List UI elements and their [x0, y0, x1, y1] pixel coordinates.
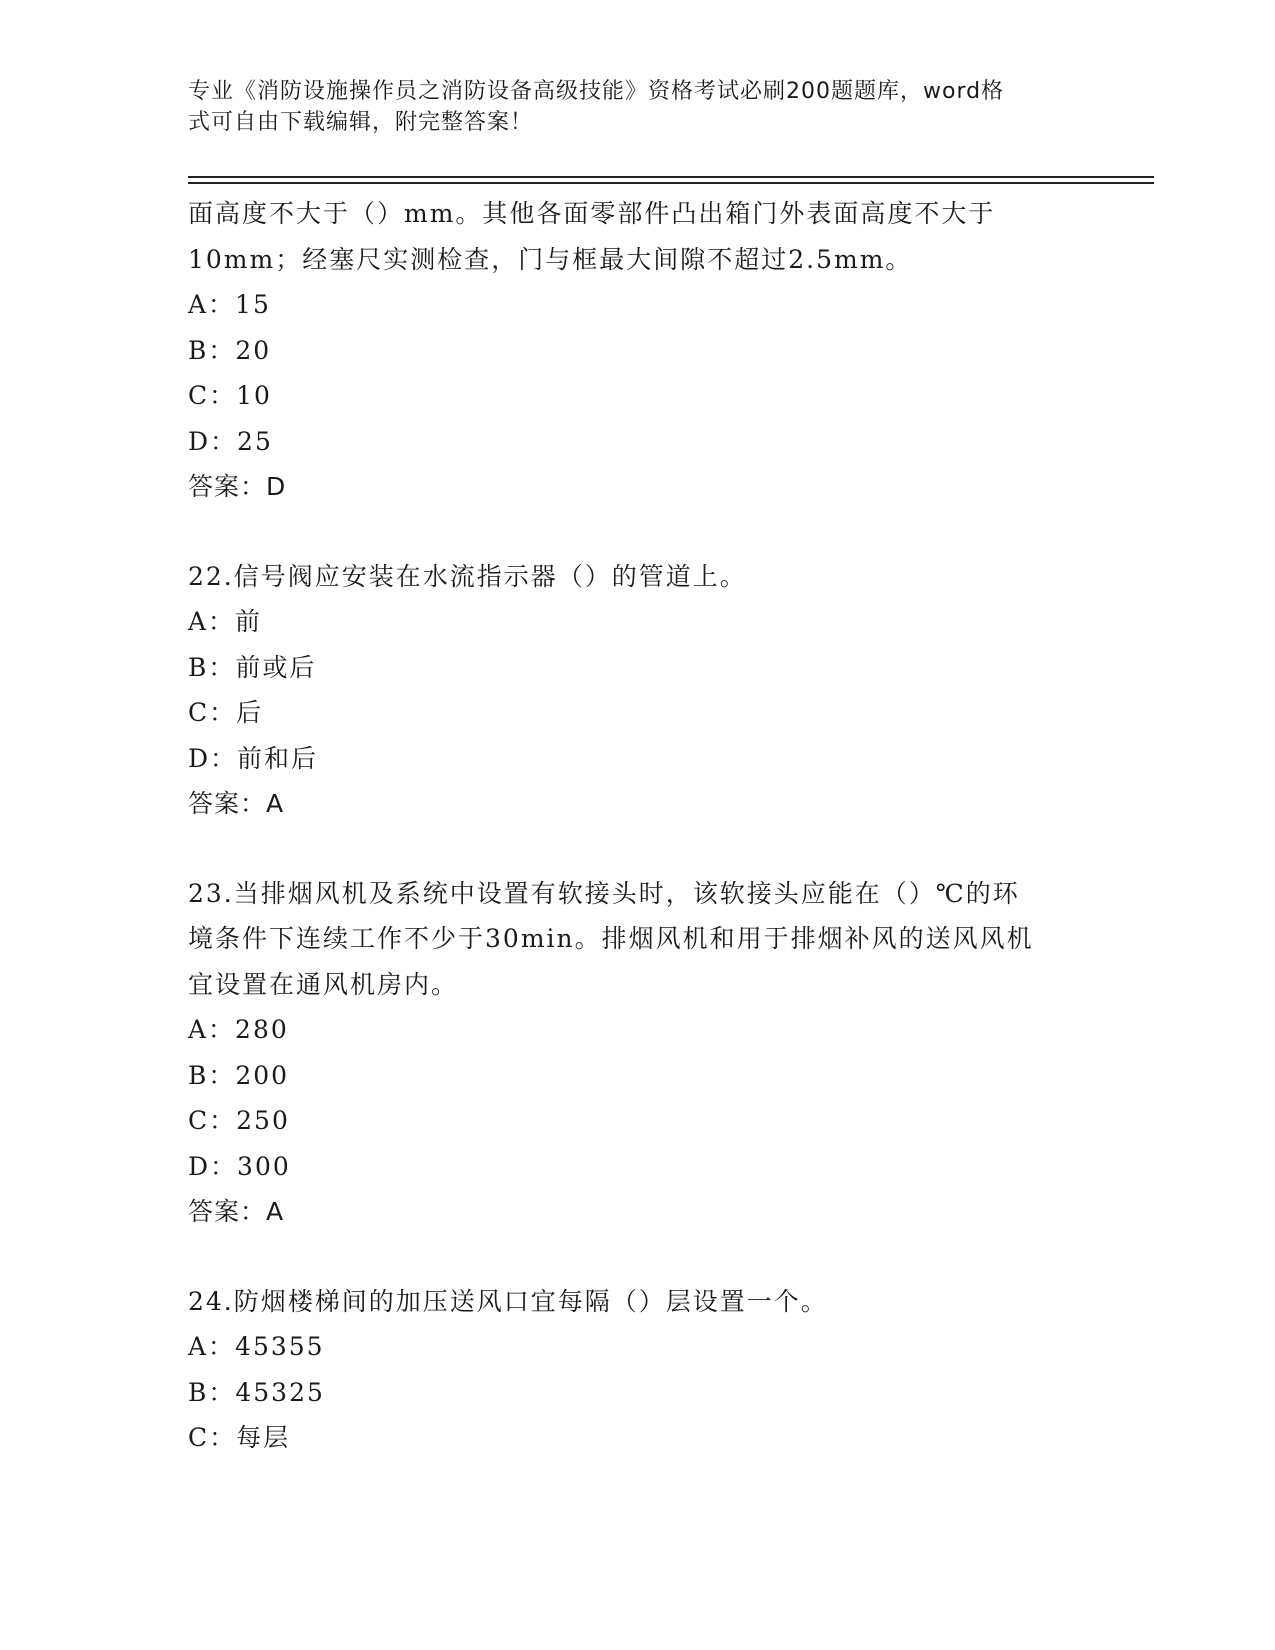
- question-21-answer: 答案：D: [188, 472, 287, 501]
- spacer: [188, 1235, 1088, 1279]
- spacer: [188, 510, 1088, 554]
- question-21-option-b: B：20: [188, 335, 272, 365]
- header-divider-top: [188, 176, 1154, 178]
- question-22-stem: 22.信号阀应安装在水流指示器（）的管道上。: [188, 561, 747, 591]
- header-line-1: 专业《消防设施操作员之消防设备高级技能》资格考试必刷200题题库，word格: [188, 79, 1005, 104]
- question-22: [188, 554, 1088, 827]
- question-23-answer: 答案：A: [188, 1197, 285, 1226]
- spacer: [188, 827, 1088, 871]
- header-divider-bottom: [188, 182, 1154, 184]
- question-21-option-a: A：15: [188, 290, 271, 319]
- question-21-option-c: C：10: [188, 381, 272, 410]
- question-22-option-b: B：前或后: [188, 652, 317, 682]
- question-22-option-c: C：后: [188, 698, 264, 727]
- question-21-stem-line-1: 面高度不大于（）mm。其他各面零部件凸出箱门外表面高度不大于: [188, 199, 996, 228]
- question-24-stem: 24.防烟楼梯间的加压送风口宜每隔（）层设置一个。: [188, 1286, 828, 1316]
- question-24: [188, 1279, 1088, 1461]
- header-line-2: 式可自由下载编辑，附完整答案！: [188, 110, 534, 135]
- question-23-stem-line-3: 宜设置在通风机房内。: [188, 969, 459, 999]
- question-23-option-b: B：200: [188, 1060, 290, 1090]
- question-21-stem-line-2: 10mm；经塞尺实测检查，门与框最大间隙不超过2.5mm。: [188, 244, 913, 274]
- question-22-option-d: D：前和后: [188, 743, 319, 773]
- question-23-stem-line-1: 23.当排烟风机及系统中设置有软接头时，该软接头应能在（）℃的环: [188, 878, 1020, 908]
- question-23-stem-line-2: 境条件下连续工作不少于30min。排烟风机和用于排烟补风的送风风机: [188, 924, 1034, 953]
- question-24-option-b: B：45325: [188, 1377, 325, 1407]
- question-23: [188, 871, 1088, 1235]
- question-22-option-a: A：前: [188, 607, 263, 636]
- question-24-option-a: A：45355: [188, 1332, 325, 1361]
- question-23-option-c: C：250: [188, 1106, 290, 1135]
- question-list: [188, 191, 1088, 1461]
- document-header: [188, 76, 1088, 138]
- question-22-answer: 答案：A: [188, 789, 285, 818]
- question-21: [188, 191, 1088, 510]
- question-23-option-a: A：280: [188, 1015, 289, 1044]
- question-24-option-c: C：每层: [188, 1423, 291, 1452]
- question-23-option-d: D：300: [188, 1151, 291, 1181]
- question-21-option-d: D：25: [188, 426, 273, 456]
